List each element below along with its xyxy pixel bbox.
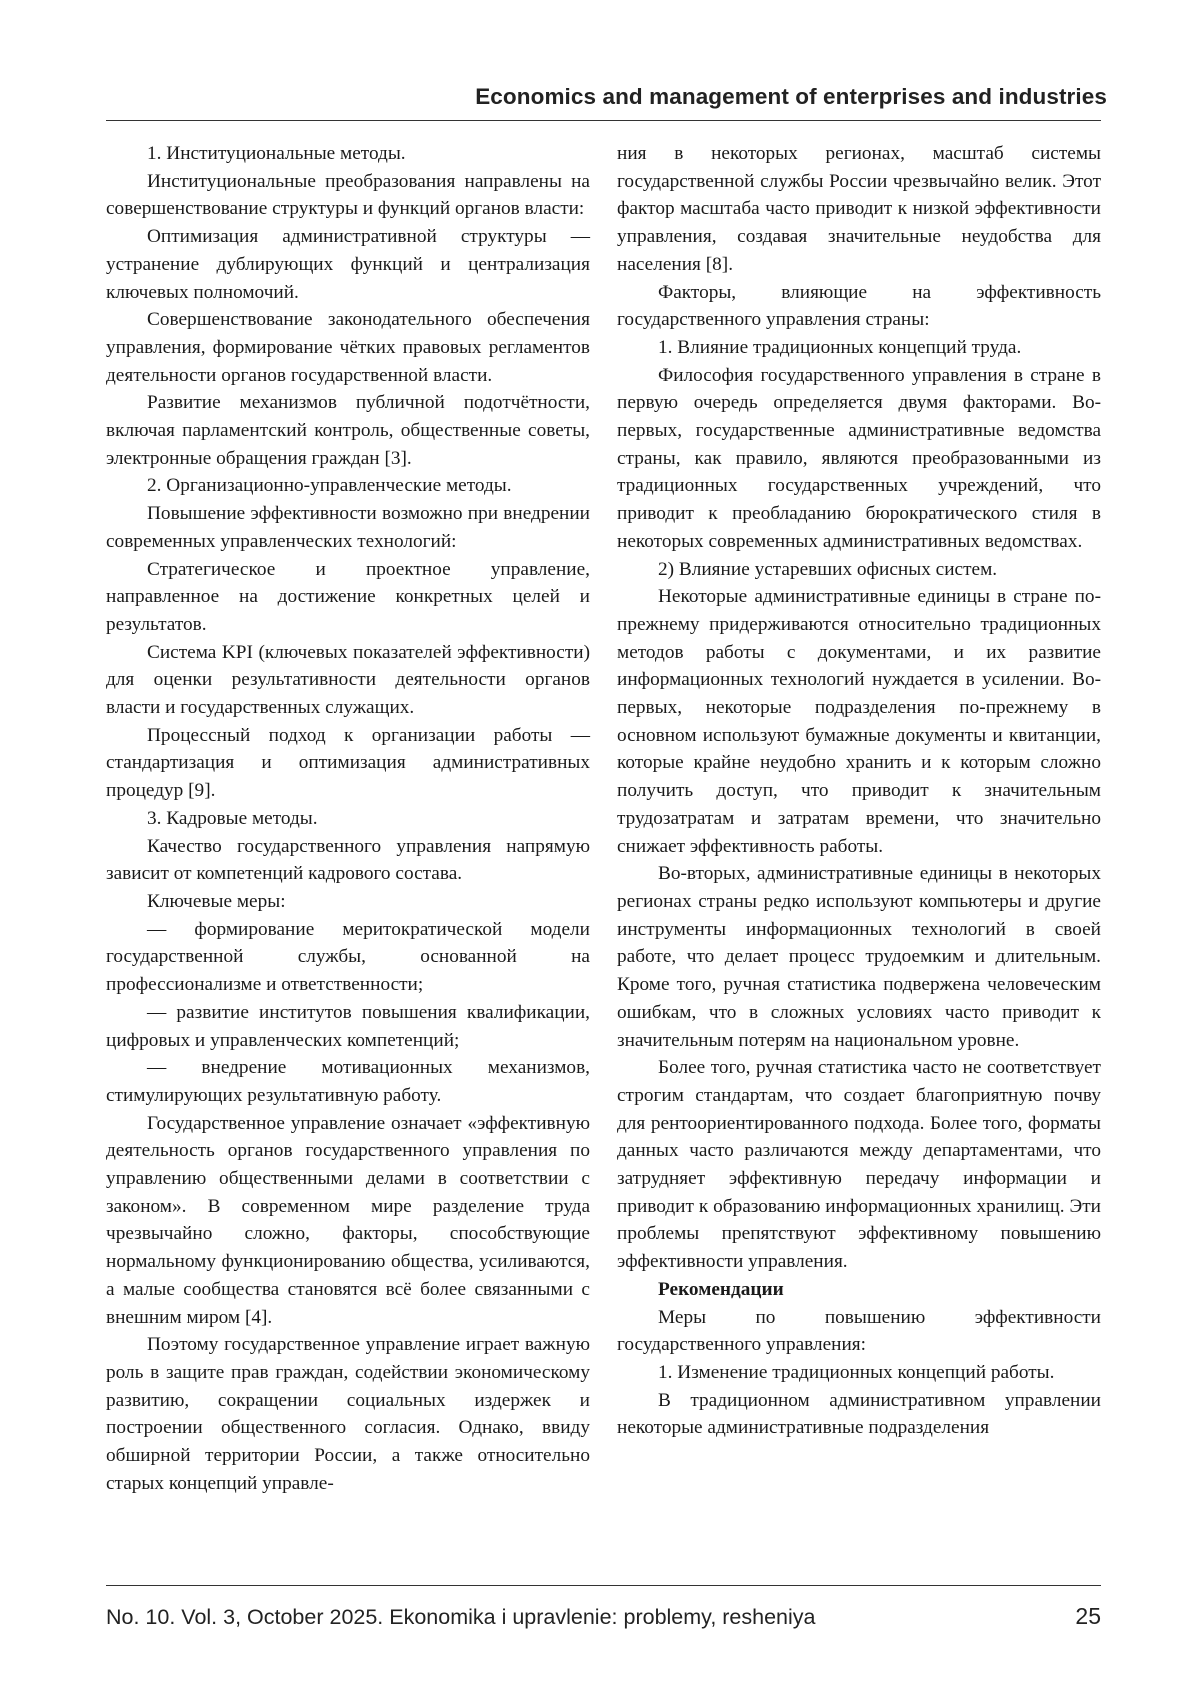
paragraph: Некоторые административные единицы в стране по-прежнему придерживаются относительно традиционных методов работы с документами, и их развитие информационных технологий нуждается в усилении. Во-первых, некоторые подразделения по-прежнему в основном используют бумажные документы и квитанции, которые крайне неудобно хранить и к которым сложно получить доступ, что приводит к значительным трудозатратам и затратам времени, что значительно снижает эффективность работы. [617,586,1101,857]
list-item: — развитие институтов повышения квалификации, цифровых и управленческих компетенций; [106,1001,590,1051]
list-item: — формирование меритократической модели государственной службы, основанной на профессионализме и ответственности; [106,918,590,996]
paragraph: Совершенствование законодательного обеспечения управления, формирование чётких правовых регламентов деятельности органов государственной власти. [106,309,590,386]
header-divider [106,120,1101,121]
paragraph: Философия государственного управления в стране в первую очередь определяется двумя факторами. Во-первых, государственные административные ведомства страны, как правило, являются преобразованными из традиционных государственных учреждений, что приводит к преобладанию бюрократического стиля в некоторых современных административных ведомствах. [617,364,1101,552]
paragraph: Поэтому государственное управление играет важную роль в защите прав граждан, содействии экономическому развитию, сокращении социальных издержек и построении общественного согласия. Однако, ввиду обширной территории России, а также относительно старых концепций управле- [106,1334,590,1494]
paragraph: Факторы, влияющие на эффективность государственного управления страны: [617,281,1101,331]
footer-journal-citation: No. 10. Vol. 3, October 2025. Ekonomika i upravlenie: problemy, resheniya [106,1605,816,1629]
paragraph: Меры по повышению эффективности государственного управления: [617,1306,1101,1356]
paragraph: 1. Изменение традиционных концепций работы. [658,1361,1055,1383]
paragraph: 2) Влияние устаревших офисных систем. [658,558,998,580]
paragraph: Развитие механизмов публичной подотчётности, включая парламентский контроль, общественные советы, электронные обращения граждан [3]. [106,392,590,469]
footer-divider [106,1585,1101,1586]
paragraph: Институциональные преобразования направлены на совершенствование структуры и функций органов власти: [106,170,590,220]
paragraph: Повышение эффективности возможно при внедрении современных управленческих технологий: [106,503,590,552]
paragraph: Процессный подход к организации работы — стандартизация и оптимизация административных процедур [9]. [106,724,590,802]
paragraph: В традиционном административном управлении некоторые административные подразделения [617,1389,1101,1439]
left-column [106,140,590,1497]
paragraph: 1. Влияние традиционных концепций труда. [658,336,1022,358]
paragraph: 2. Организационно-управленческие методы. [147,475,512,497]
paragraph: Оптимизация административной структуры — устранение дублирующих функций и централизация ключевых полномочий. [106,226,590,303]
paragraph: Государственное управление означает «эффективную деятельность органов государственного управления по управлению общественными делами в соответствии с законом». В современном мире разделение труда чрезвычайно сложно, факторы, способствующие нормальному функционированию общества, усиливаются, а малые сообщества становятся всё более связанными с внешним миром [4]. [106,1112,590,1328]
section-heading: Рекомендации [658,1278,784,1300]
list-item: — внедрение мотивационных механизмов, стимулирующих результативную работу. [106,1057,590,1106]
running-header-title: Economics and management of enterprises and industries [475,84,1107,109]
paragraph: Качество государственного управления напрямую зависит от компетенций кадрового состава. [106,835,590,885]
paragraph: Стратегическое и проектное управление, направленное на достижение конкретных целей и результатов. [106,558,590,635]
paragraph: Система KPI (ключевых показателей эффективности) для оценки результативности деятельности органов власти и государственных служащих. [106,641,590,719]
page-number: 25 [1075,1603,1101,1629]
paragraph: Более того, ручная статистика часто не соответствует строгим стандартам, что создает благоприятную почву для рентоориентированного подхода. Более того, форматы данных часто различаются между департаментами, что затрудняет эффективную передачу информации и приводит к образованию информационных хранилищ. Эти проблемы препятствуют эффективному повышению эффективности управления. [617,1057,1101,1273]
right-column [617,140,1101,1442]
paragraph: Во-вторых, административные единицы в некоторых регионах страны редко используют компьютеры и другие инструменты информационных технологий в своей работе, что делает процесс трудоемким и длительным. Кроме того, ручная статистика подвержена человеческим ошибкам, что в сложных условиях часто приводит к значительным потерям на национальном уровне. [617,863,1101,1051]
paragraph: 1. Институциональные методы. [147,143,406,164]
paragraph: Ключевые меры: [147,890,286,912]
paragraph: 3. Кадровые методы. [147,807,318,829]
paragraph-continued: ния в некоторых регионах, масштаб системы государственной службы России чрезвычайно велик. Этот фактор масштаба часто приводит к низкой эффективности управления, создавая значительные неудобства для населения [8]. [617,143,1101,275]
